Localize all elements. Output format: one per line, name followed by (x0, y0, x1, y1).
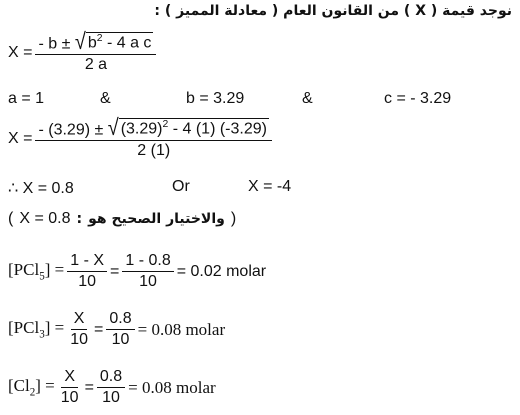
heading: نوجد قيمة ( X ) من القانون العام ( معادلة المميز ) : (154, 3, 512, 19)
pcl3-frac-1: $\frac{X}{10}$ (70, 310, 89, 348)
choice-text: والاختيار الصحيح هو (88, 211, 225, 227)
subst-num-prefix: - (3.29) ± (38, 121, 104, 139)
root-1: ∴ X = 0.8 (8, 180, 74, 197)
root-2: X = -4 (248, 178, 292, 195)
subst-radicand-base: (3.29) (120, 120, 163, 138)
correct-choice (8, 210, 236, 228)
coeff-c: c = - 3.29 (384, 90, 452, 107)
choice-open-paren: ( (8, 210, 14, 227)
cl2-equation (8, 368, 216, 407)
subst-lhs: X = (8, 130, 33, 148)
pcl3-eq: = (94, 320, 104, 338)
choice-value: X = 0.8 (19, 210, 71, 227)
formula-lhs: X = (8, 44, 33, 62)
amp-2: & (302, 90, 313, 107)
pcl5-result: = 0.02 molar (176, 262, 267, 280)
pcl3-lhs: [PCl$_3$] = (8, 318, 65, 341)
pcl5-frac-2: $\frac{1 - 0.8}{10}$ (122, 252, 173, 291)
formula-fraction (35, 29, 156, 74)
coeff-a: a = 1 (8, 90, 45, 107)
cl2-frac-2: $\frac{0.8}{10}$ (97, 368, 125, 407)
pcl3-equation (8, 310, 225, 349)
cl2-eq: = (84, 378, 94, 396)
subst-sqrt: √ $(3.29)^2 - 4$ (1) (-3.29) (107, 115, 267, 141)
coeff-b: b = 3.29 (186, 90, 245, 107)
quadratic-formula (8, 29, 159, 74)
substitution (8, 115, 275, 160)
formula-radicand-exp: 2 (96, 33, 103, 44)
pcl3-frac-2: $\frac{0.8}{10}$ (106, 310, 134, 349)
cl2-lhs: $[Cl_2]$ = (8, 376, 55, 399)
subst-radicand-rest: - 4 (1) (-3.29) (172, 120, 267, 138)
or-label: Or (172, 178, 190, 195)
pcl3-result: = 0.08 molar (137, 319, 226, 339)
formula-den: 2 a (84, 56, 108, 74)
pcl5-equation (8, 252, 266, 291)
subst-radicand-exp: 2 (162, 119, 169, 130)
pcl5-lhs: [PCl$_5$] = (8, 260, 65, 283)
amp-1: & (100, 90, 111, 107)
choice-colon: : (76, 211, 83, 227)
choice-close-paren: ) (230, 210, 237, 227)
formula-num-prefix: - b ± (38, 35, 71, 53)
formula-sqrt: √ $b^2 - 4$ a c (74, 29, 152, 55)
subst-fraction (35, 115, 272, 160)
formula-radicand-rest: - 4 a c (106, 34, 152, 52)
cl2-frac-1: $\frac{X}{10}$ (60, 368, 79, 406)
subst-den: 2 (1) (137, 142, 171, 160)
pcl5-eq: = (110, 262, 120, 280)
formula-radicand-base: b (87, 34, 97, 52)
cl2-result: = 0.08 molar (128, 377, 216, 397)
pcl5-frac-1: $\frac{1 - X}{10}$ (67, 252, 107, 291)
